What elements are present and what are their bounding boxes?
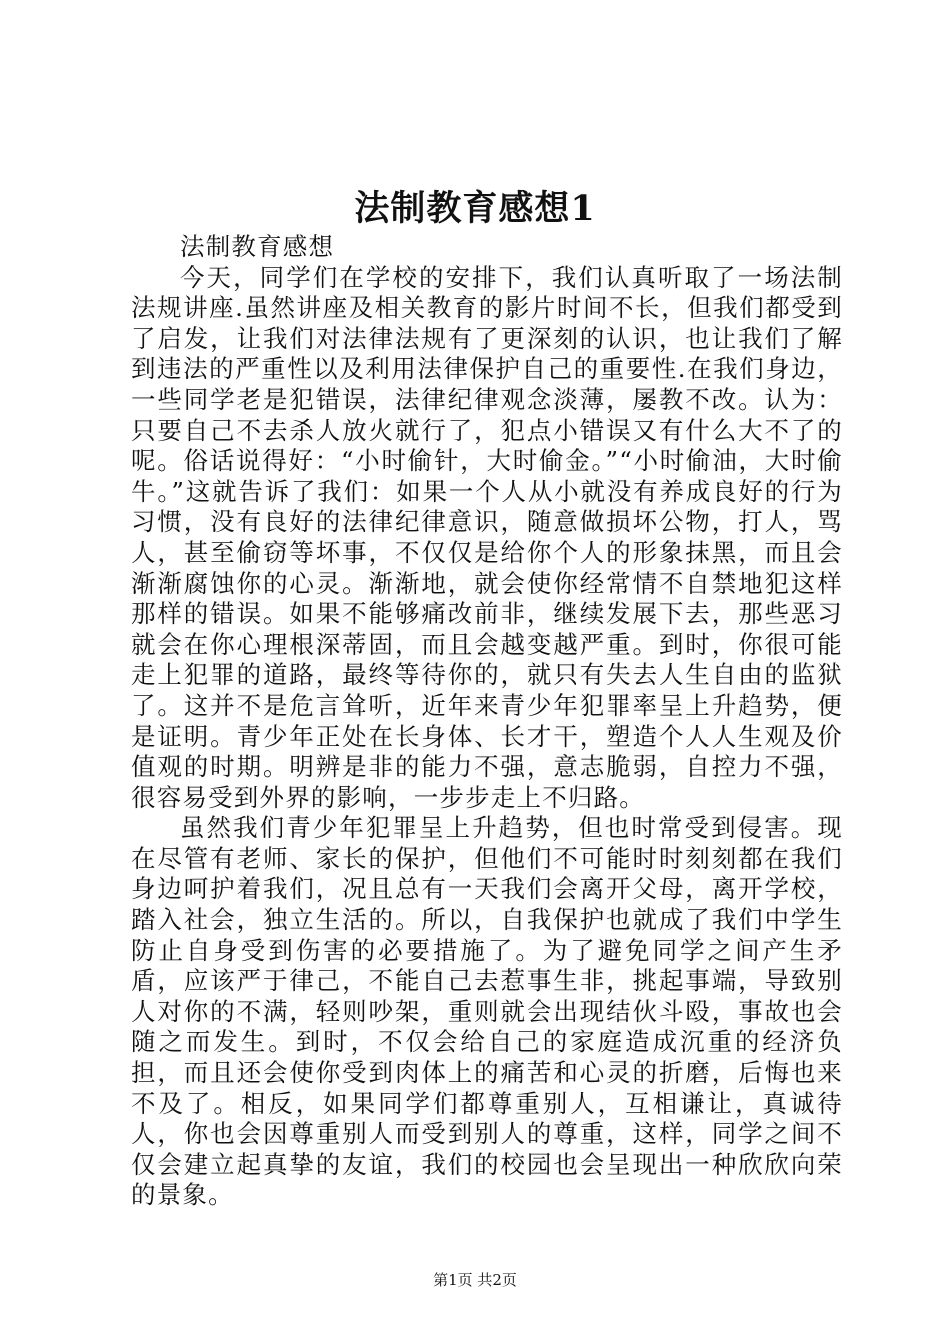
document-title: 法制教育感想1	[354, 188, 596, 229]
page-footer: 第1页 共2页	[433, 1271, 517, 1289]
paragraph-1: 今天，同学们在学校的安排下，我们认真听取了一场法制法规讲座.虽然讲座及相关教育的影片时间不长，但我们都受到了启发，让我们对法律法规有了更深刻的认识，也让我们了解到违法的严重性以及利用法律保护自己的重要性.在我们身边，一些同学老是犯错误，法律纪律观念淡薄，屡教不改。认为：只要自己不去杀人放火就行了，犯点小错误又有什么大不了的呢。俗话说得好：“小时偷针，大时偷金。”“小时偷油，大时偷牛。”这就告诉了我们：如果一个人从小就没有养成良好的行为习惯，没有良好的法律纪律意识，随意做损坏公物，打人，骂人，甚至偷窃等坏事，不仅仅是给你个人的形象抹黑，而且会渐渐腐蚀你的心灵。渐渐地，就会使你经常情不自禁地犯这样那样的错误。如果不能够痛改前非，继续发展下去，那些恶习就会在你心理根深蒂固，而且会越变越严重。到时，你很可能走上犯罪的道路，最终等待你的，就只有失去人生自由的监狱了。这并不是危言耸听，近年来青少年犯罪率呈上升趋势，便是证明。青少年正处在长身体、长才干，塑造个人人生观及价值观的时期。明辨是非的能力不强，意志脆弱，自控力不强，很容易受到外界的影响，一步步走上不归路。	[131, 262, 843, 812]
paragraph-2: 虽然我们青少年犯罪呈上升趋势，但也时常受到侵害。现在尽管有老师、家长的保护，但他们不可能时时刻刻都在我们身边呵护着我们，况且总有一天我们会离开父母，离开学校，踏入社会，独立生活的。所以，自我保护也就成了我们中学生防止自身受到伤害的必要措施了。为了避免同学之间产生矛盾，应该严于律己，不能自己去惹事生非，挑起事端，导致别人对你的不满，轻则吵架，重则就会出现结伙斗殴，事故也会随之而发生。到时，不仅会给自己的家庭造成沉重的经济负担，而且还会使你受到肉体上的痛苦和心灵的折磨，后悔也来不及了。相反，如果同学们都尊重别人，互相谦让，真诚待人，你也会因尊重别人而受到别人的尊重，这样，同学之间不仅会建立起真挚的友谊，我们的校园也会呈现出一种欣欣向荣的景象。	[131, 813, 843, 1210]
document-body	[131, 232, 843, 1211]
document-subtitle: 法制教育感想	[180, 232, 335, 261]
